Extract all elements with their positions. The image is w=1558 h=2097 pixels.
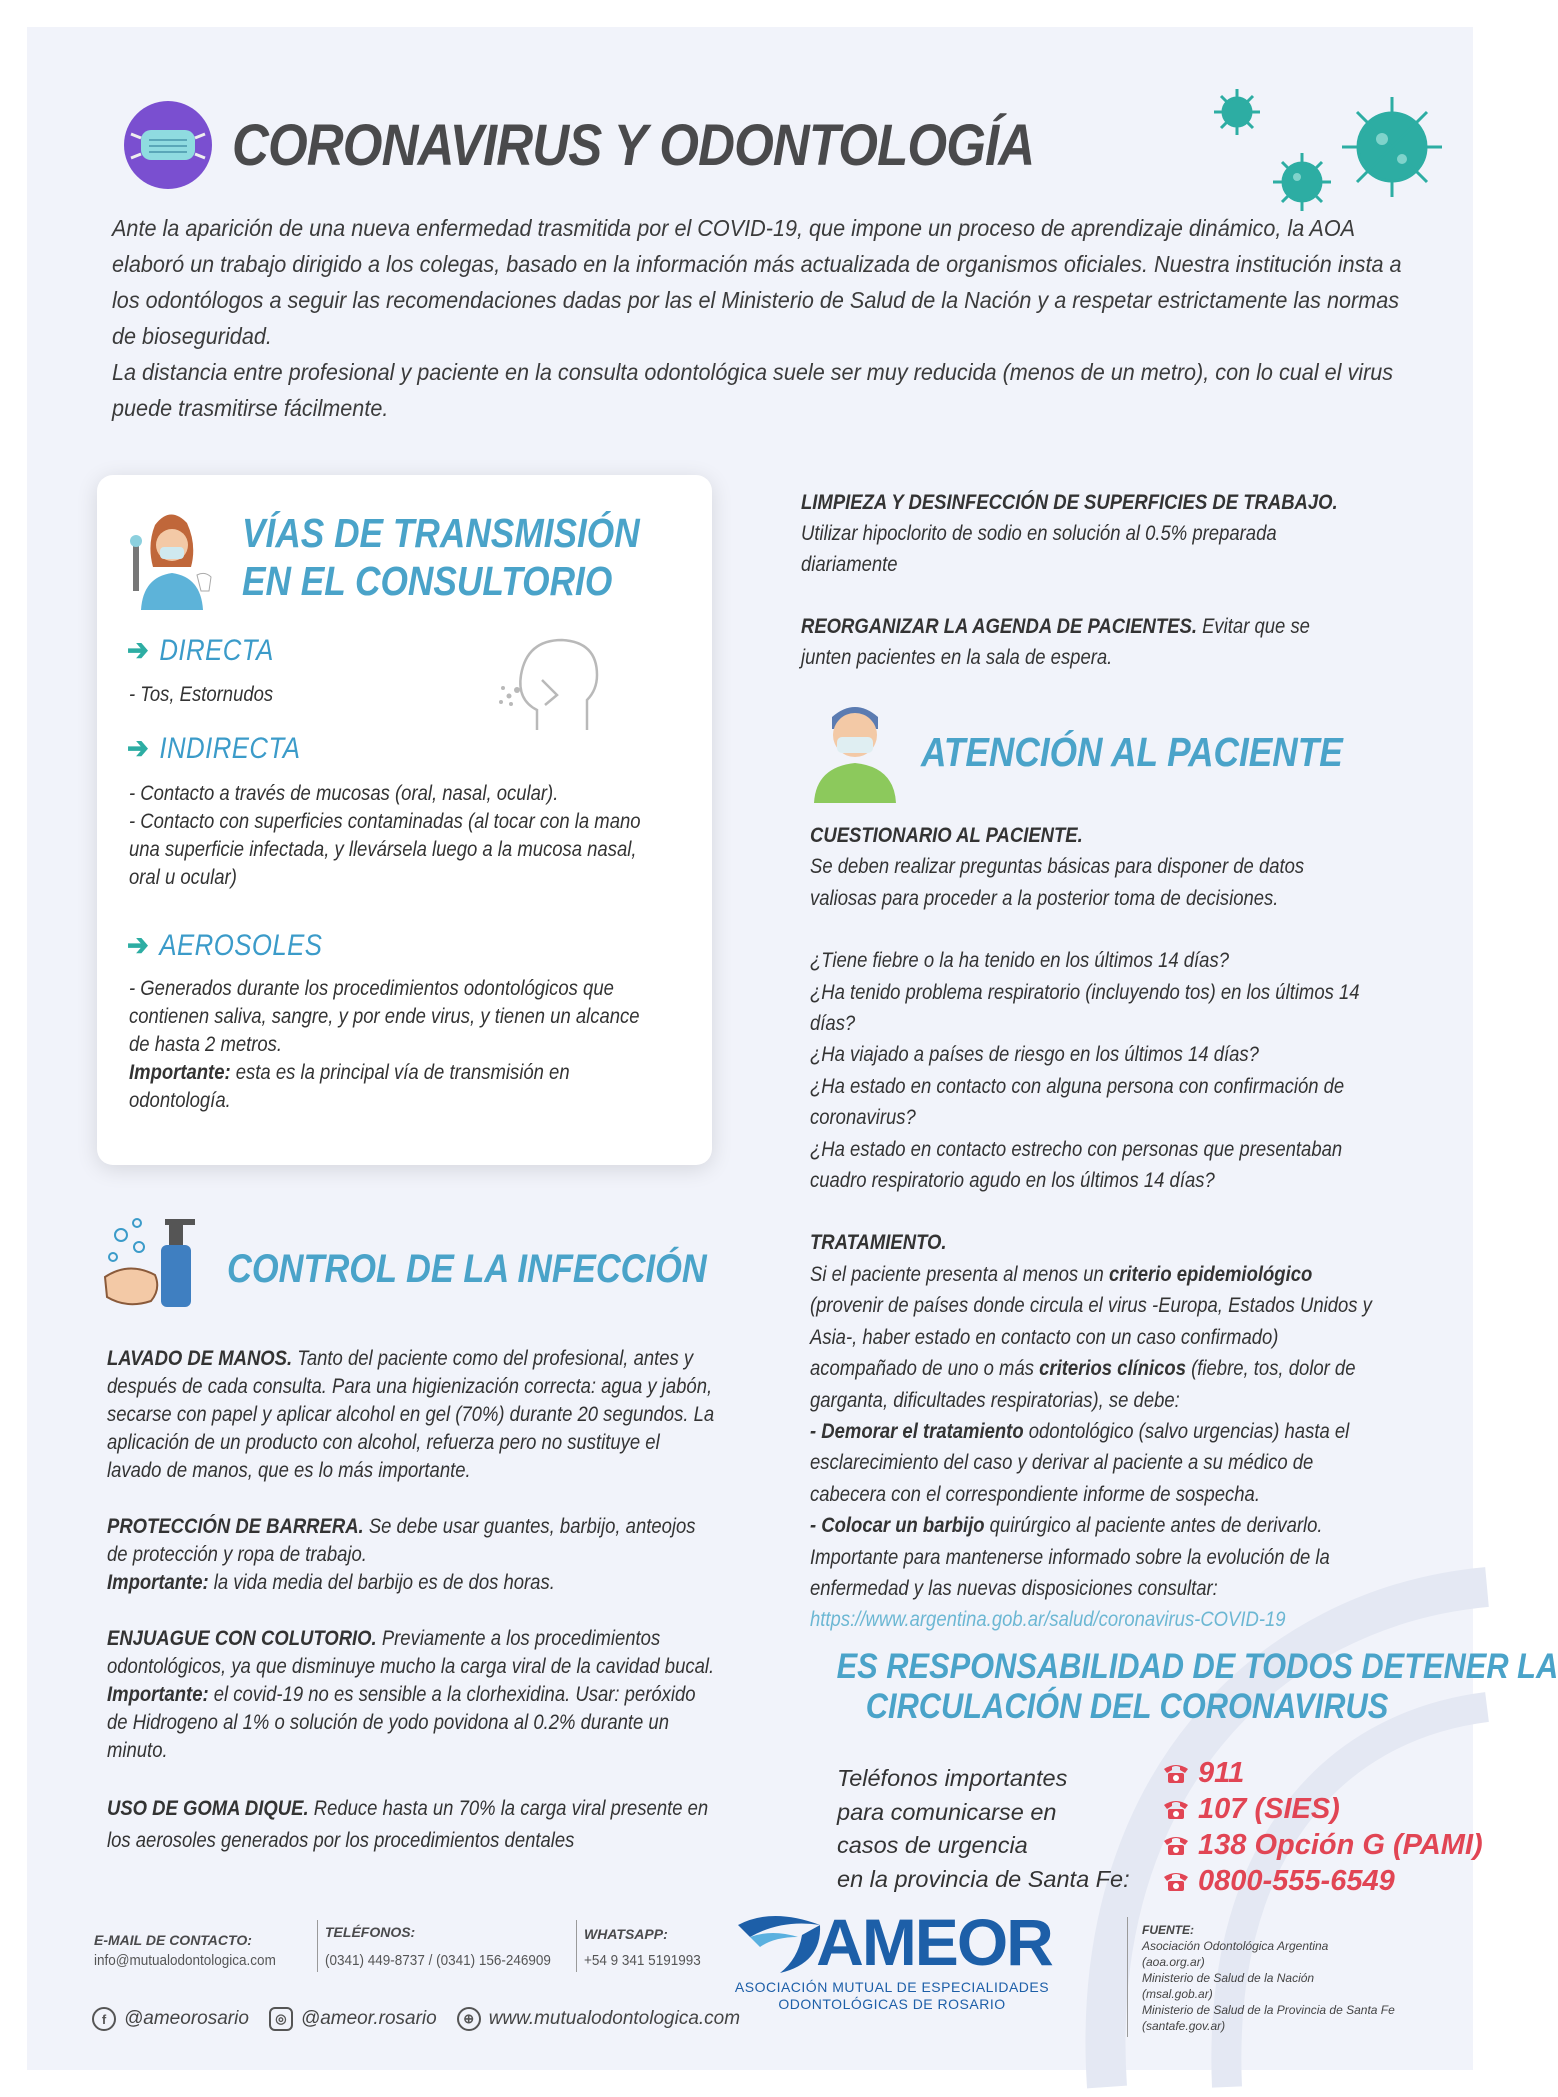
question: ¿Ha viajado a países de riesgo en los últimos 14 días? [810, 1043, 1259, 1067]
dentist-icon [125, 505, 215, 610]
social-links [92, 2007, 740, 2031]
divider [576, 1920, 577, 1972]
arrow-right-icon: ➔ [127, 929, 150, 962]
instagram-link[interactable]: ◎ @ameor.rosario [269, 2007, 437, 2031]
question: ¿Ha estado en contacto estrecho con personas que presentaban cuadro respiratorio agudo en los últimos 14 días? [810, 1137, 1343, 1193]
transmission-title: VÍAS DE TRANSMISIÓN EN EL CONSULTORIO [242, 510, 640, 604]
intro-paragraph-1: Ante la aparición de una nueva enfermedad trasmitida por el COVID-19, que impone un proceso de aprendizaje dinámico, la AOA elaboró un trabajo dirigido a los colegas, basado en la información más actualizada de organismos oficiales. Nuestra institución insta a los odontólogos a seguir las recomendaciones dadas por las el Ministerio de Salud de la Nación y a respetar estrictamente las normas de bioseguridad. [112, 215, 1402, 349]
ameor-logo-icon [732, 1907, 824, 1977]
telefonos-label: Teléfonos importantes para comunicarse en casos de urgencia en la provincia de Santa Fe: [837, 1765, 1130, 1892]
website-link[interactable]: ⊕ www.mutualodontologica.com [457, 2007, 740, 2031]
divider [317, 1920, 318, 1972]
phone-icon [1162, 1869, 1190, 1893]
facebook-link[interactable]: f @ameorosario [92, 2007, 249, 2031]
hand-wash-icon [99, 1205, 209, 1315]
poster [27, 27, 1558, 2070]
control-item: USO DE GOMA DIQUE. Reduce hasta un 70% la carga viral presente en los aerosoles generados por los procedimientos dentales [107, 1797, 709, 1852]
covid-info-link[interactable]: https://www.argentina.gob.ar/salud/coronavirus-COVID-19 [810, 1608, 1286, 1632]
aerosoles-heading: ➔ AEROSOLES [127, 929, 323, 962]
transmission-card [97, 475, 712, 1165]
question: ¿Ha tenido problema respiratorio (incluyendo tos) en los últimos 14 días? [810, 980, 1360, 1036]
questions-list [810, 945, 1373, 1196]
fuentes: FUENTE: Asociación Odontológica Argentina (aoa.org.ar) Ministerio de Salud de la Nación (msal.gob.ar) Ministerio de Salud de la Provincia de Santa Fe (santafe.gov.ar) [1142, 1923, 1395, 2033]
phone-icon [1162, 1797, 1190, 1821]
control-item: ENJUAGUE CON COLUTORIO. Previamente a los procedimientos odontológicos, ya que disminuye mucho la carga viral de la cavidad bucal. Importante: el covid-19 no es sensible a la clorhexidina. Usar: peróxido de Hidrogeno al 1% o solución de yodo povidona al 0.2% durante un minuto. [107, 1627, 715, 1762]
atencion-title: ATENCIÓN AL PACIENTE [921, 729, 1343, 775]
question: ¿Ha estado en contacto con alguna persona con confirmación de coronavirus? [810, 1074, 1345, 1130]
tratamiento-block: TRATAMIENTO. Si el paciente presenta al menos un criterio epidemiológico (provenir de países donde circula el virus -Europa, Estados Unidos y Asia-, haber estado en contacto con un caso confirmado) acompañado de uno o más criterios clínicos (fiebre, tos, dolor de garganta, dificultades respiratorias), se debe: - Demorar el tratamiento odontológico (salvo urgencias) hasta el esclarecimiento del caso y derivar al paciente a su médico de cabecera con el correspondiente informe de sospecha. - Colocar un barbijo quirúrgico al paciente antes de derivarlo. Importante para mantenerse informado sobre la evolución de la enfermedad y las nuevas disposiciones consultar: https://www.argentina.gob.ar/salud/coronavirus-COVID-19 [810, 1231, 1372, 1632]
control-item: PROTECCIÓN DE BARRERA. Se debe usar guantes, barbijo, anteojos de protección y ropa de trabajo. Importante: la vida media del barbijo es de dos horas. [107, 1515, 696, 1594]
divider [1127, 1917, 1128, 2037]
footer-whatsapp: WHATSAPP: +54 9 341 5191993 [584, 1926, 701, 1969]
right-top-text [801, 487, 1355, 673]
footer-telefonos: TELÉFONOS: (0341) 449-8737 / (0341) 156-246909 [325, 1924, 551, 1969]
intro-text [112, 210, 1402, 426]
virus-icon [1197, 67, 1457, 217]
directa-text: - Tos, Estornudos [129, 683, 274, 706]
right-item: LIMPIEZA Y DESINFECCIÓN DE SUPERFICIES DE TRABAJO. Utilizar hipoclorito de sodio en solución al 0.5% preparada diariamente [801, 491, 1338, 576]
aerosoles-text: - Generados durante los procedimientos odontológicos que contienen saliva, sangre, y por ende virus, y tienen un alcance de hasta 2 metros. Importante: esta es la principal vía de transmisión en odontología. [129, 977, 640, 1112]
directa-heading: ➔ DIRECTA [127, 634, 274, 667]
phone-number[interactable]: 138 Opción G (PAMI) [1162, 1827, 1483, 1863]
phone-number[interactable]: 107 (SIES) [1162, 1791, 1483, 1827]
ameor-logo: AMEOR ASOCIACIÓN MUTUAL DE ESPECIALIDADES ODONTOLÓGICAS DE ROSARIO [727, 1907, 1057, 2013]
footer-email: E-MAIL DE CONTACTO: info@mutualodontologica.com [94, 1932, 276, 1969]
phone-number[interactable]: 911 [1162, 1755, 1483, 1791]
arrow-right-icon: ➔ [127, 634, 150, 667]
indirecta-heading: ➔ INDIRECTA [127, 732, 301, 765]
control-item: LAVADO DE MANOS. Tanto del paciente como del profesional, antes y después de cada consulta. Para una higienización correcta: agua y jabón, secarse con papel y aplicar alcohol en gel (70%) durante 20 segundos. La aplicación de un producto con alcohol, refuerza pero no sustituye el lavado de manos, que es lo más importante. [107, 1347, 715, 1482]
cuestionario-block: CUESTIONARIO AL PACIENTE. Se deben realizar preguntas básicas para disponer de datos valiosas para proceder a la posterior toma de decisiones. [810, 824, 1305, 910]
facebook-icon: f [92, 2007, 116, 2031]
right-item: REORGANIZAR LA AGENDA DE PACIENTES. Evitar que se junten pacientes en la sala de espera. [801, 615, 1310, 669]
atencion-text [810, 820, 1373, 1636]
control-list [107, 1345, 714, 1857]
responsabilidad-banner: ES RESPONSABILIDAD DE TODOS DETENER LA CIRCULACIÓN DEL CORONAVIRUS [836, 1647, 1558, 1726]
patient-icon [810, 695, 900, 803]
phone-list [1162, 1755, 1483, 1899]
phone-number[interactable]: 0800-555-6549 [1162, 1863, 1483, 1899]
arrow-right-icon: ➔ [127, 732, 150, 765]
phone-icon [1162, 1761, 1190, 1785]
indirecta-text: - Contacto a través de mucosas (oral, nasal, ocular). - Contacto con superficies contaminadas (al tocar con la mano una superficie infectada, y llevársela luego a la mucosa nasal, oral u ocular) [129, 782, 641, 889]
page-title: CORONAVIRUS Y ODONTOLOGÍA [232, 113, 1035, 178]
globe-icon: ⊕ [457, 2007, 481, 2031]
question: ¿Tiene fiebre o la ha tenido en los últimos 14 días? [810, 949, 1229, 973]
mask-icon [123, 100, 213, 190]
phone-icon [1162, 1833, 1190, 1857]
control-title: CONTROL DE LA INFECCIÓN [227, 1247, 707, 1291]
instagram-icon: ◎ [269, 2007, 293, 2031]
intro-paragraph-2: La distancia entre profesional y paciente en la consulta odontológica suele ser muy reducida (menos de un metro), con lo cual el virus puede trasmitirse fácilmente. [112, 359, 1394, 421]
